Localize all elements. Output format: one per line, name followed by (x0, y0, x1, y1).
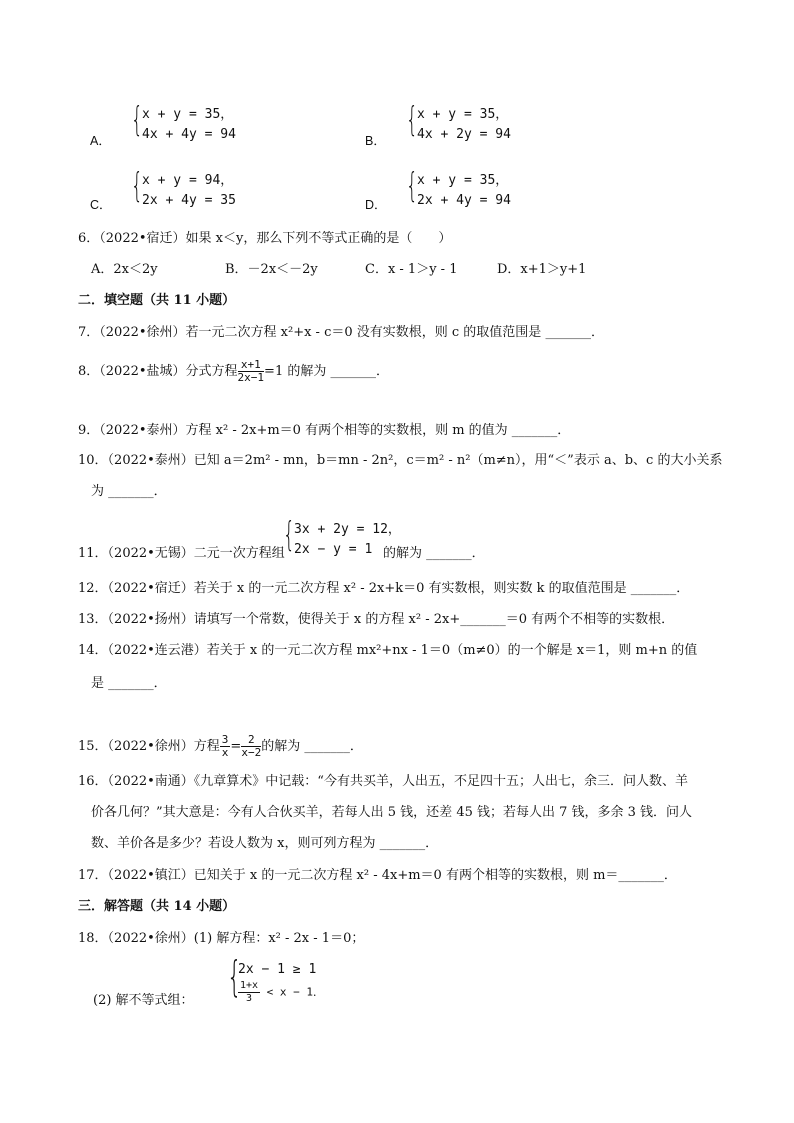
section-answer-heading: 三．解答题（共 14 小题） (78, 899, 236, 914)
question-18-part2-prefix: (2) 解不等式组： (93, 993, 194, 1008)
option-b-label: B． (365, 134, 386, 148)
question-14-line1: 14．（2022•连云港）若关于 x 的一元二次方程 mx²+nx - 1＝0（m≠0）的一个解是 x＝1，则 m+n 的值 (78, 643, 698, 658)
question-8-equals: = (264, 364, 275, 379)
question-18-ineq1: 2x − 1 ≥ 1 (238, 962, 317, 977)
question-14-line2: 是 _______． (91, 676, 167, 691)
question-18-ineq2-numerator: 1+x (240, 980, 259, 991)
question-15-equals: = (230, 739, 242, 754)
option-d-system: { x + y = 35， 2x + 4y = 94 (406, 166, 511, 208)
question-18-part1: 18．（2022•徐州）(1) 解方程：x² - 2x - 1＝0； (78, 931, 365, 946)
question-16-line2: 价各几何？”其大意是：今有人合伙买羊，若每人出 5 钱，还差 45 钱；若每人出 7 钱，多余 3 钱．问人 (91, 805, 693, 820)
question-15-prefix: 15．（2022•徐州）方程 (78, 739, 220, 754)
question-15-numerator-right: 2 (241, 734, 261, 747)
option-a-eq2: 4x + 4y = 94 (142, 127, 236, 142)
question-15-fraction-left (220, 734, 231, 759)
question-6-option-b: B．－2x＜－2y (225, 262, 318, 277)
question-16-line3: 数、羊价各是多少？若设人数为 x，则可列方程为 _______． (91, 836, 439, 851)
question-15-denominator-right: x−2 (241, 746, 262, 759)
question-6-option-d: D．x+1＞y+1 (497, 262, 587, 277)
section-fill-in-heading: 二．填空题（共 11 小题） (78, 293, 236, 308)
question-9: 9．（2022•泰州）方程 x² - 2x+m＝0 有两个相等的实数根，则 m 的值为 _______． (78, 423, 571, 438)
question-8-numerator: x+1 (238, 359, 265, 372)
question-6-option-c: C．x - 1＞y - 1 (365, 262, 458, 277)
question-15-suffix: 的解为 _______． (261, 739, 363, 754)
question-11-eq2: 2x − y = 1 (294, 542, 373, 557)
question-18-ineq2 (238, 980, 324, 1005)
option-c-system: { x + y = 94， 2x + 4y = 35 (131, 166, 236, 208)
question-15-denominator-left: x (221, 746, 229, 759)
option-b-eq2: 4x + 2y = 94 (417, 127, 511, 142)
question-18-inequality-system: { 2x − 1 ≥ 1 $\frac{1+x}{3}$ < x − 1． (227, 952, 325, 1004)
option-a-system: { x + y = 35， 4x + 4y = 94 (131, 100, 236, 142)
question-8-prefix: 8．（2022•盐城）分式方程 (78, 364, 238, 379)
question-7: 7．（2022•徐州）若一元二次方程 x²+x - c＝0 没有实数根，则 c 的取值范围是 _______． (78, 325, 604, 340)
option-d-eq1: x + y = 35， (417, 173, 509, 188)
option-b-system: { x + y = 35， 4x + 2y = 94 (406, 100, 511, 142)
question-17: 17．（2022•镇江）已知关于 x 的一元二次方程 x² - 4x+m＝0 有两个相等的实数根，则 m＝_______． (78, 868, 677, 883)
question-11-eq1: 3x + 2y = 12， (294, 522, 401, 537)
question-18-ineq2-rest: < x − 1 (260, 985, 314, 999)
question-8 (78, 358, 389, 386)
question-11-system: { 3x + 2y = 12， 2x − y = 1 (283, 515, 401, 557)
question-15 (78, 732, 363, 762)
question-15-numerator-left: 3 (221, 733, 229, 746)
option-d-label: D． (365, 198, 387, 212)
question-11-prefix: 11．（2022•无锡）二元一次方程组 (78, 546, 285, 561)
option-a-label: A． (90, 134, 111, 148)
question-12: 12．（2022•宿迁）若关于 x 的一元二次方程 x² - 2x+k＝0 有实数根，则实数 k 的取值范围是 _______． (78, 581, 690, 596)
question-8-suffix: 1 的解为 _______． (274, 364, 389, 379)
question-15-fraction-right (241, 734, 261, 759)
question-10-line1: 10．（2022•泰州）已知 a＝2m² - mn，b＝mn - 2n²，c＝m² - n²（m≠n），用“＜”表示 a、b、c 的大小关系 (78, 453, 723, 468)
question-6-option-a: A．2x＜2y (91, 262, 158, 277)
question-13: 13．（2022•扬州）请填写一个常数，使得关于 x 的方程 x² - 2x+_______＝0 有两个不相等的实数根． (78, 612, 675, 627)
option-b-eq1: x + y = 35， (417, 107, 509, 122)
question-6-stem: 6．（2022•宿迁）如果 x＜y，那么下列不等式正确的是（ ） (78, 231, 452, 246)
option-c-label: C． (90, 198, 112, 212)
question-18-ineq2-period: ． (313, 985, 325, 999)
question-18-ineq2-denominator: 3 (246, 993, 253, 1004)
option-d-eq2: 2x + 4y = 94 (417, 193, 511, 208)
question-8-denominator: 2x−1 (237, 371, 265, 384)
question-11-suffix: 的解为 _______． (383, 546, 485, 561)
question-16-line1: 16．（2022•南通）《九章算术》中记载：“今有共买羊，人出五，不足四十五；人出七，余三．问人数、羊 (78, 774, 688, 789)
option-c-eq2: 2x + 4y = 35 (142, 193, 236, 208)
question-10-line2: 为 _______． (91, 484, 167, 499)
question-8-fraction (238, 359, 265, 384)
option-c-eq1: x + y = 94， (142, 173, 234, 188)
option-a-eq1: x + y = 35， (142, 107, 234, 122)
